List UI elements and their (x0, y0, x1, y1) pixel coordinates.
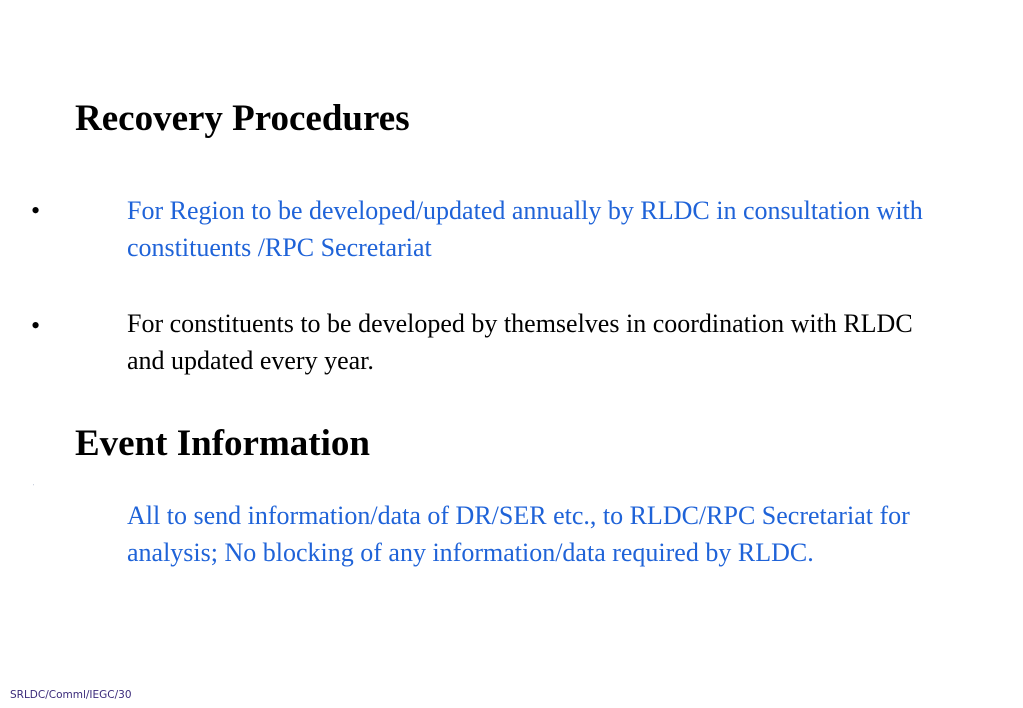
slide-footer-reference: SRLDC/Comml/IEGC/30 (10, 689, 132, 701)
section-heading-event-information: Event Information (75, 423, 370, 464)
paragraph-event-information: All to send information/data of DR/SER etc., to RLDC/RPC Secretariat for analysis; No blocking of any information/data required by RLDC. (127, 501, 910, 567)
list-item-region-recovery: For Region to be developed/updated annually by RLDC in consultation with constituents /RPC Secretariat (127, 196, 923, 262)
list-item-constituents-recovery: For constituents to be developed by themselves in coordination with RLDC and updated every year. (127, 309, 913, 375)
decorative-mark: ' (33, 484, 35, 490)
section-heading-recovery-procedures: Recovery Procedures (75, 98, 410, 139)
bullet-icon: • (31, 311, 41, 340)
bullet-icon: • (31, 196, 41, 225)
